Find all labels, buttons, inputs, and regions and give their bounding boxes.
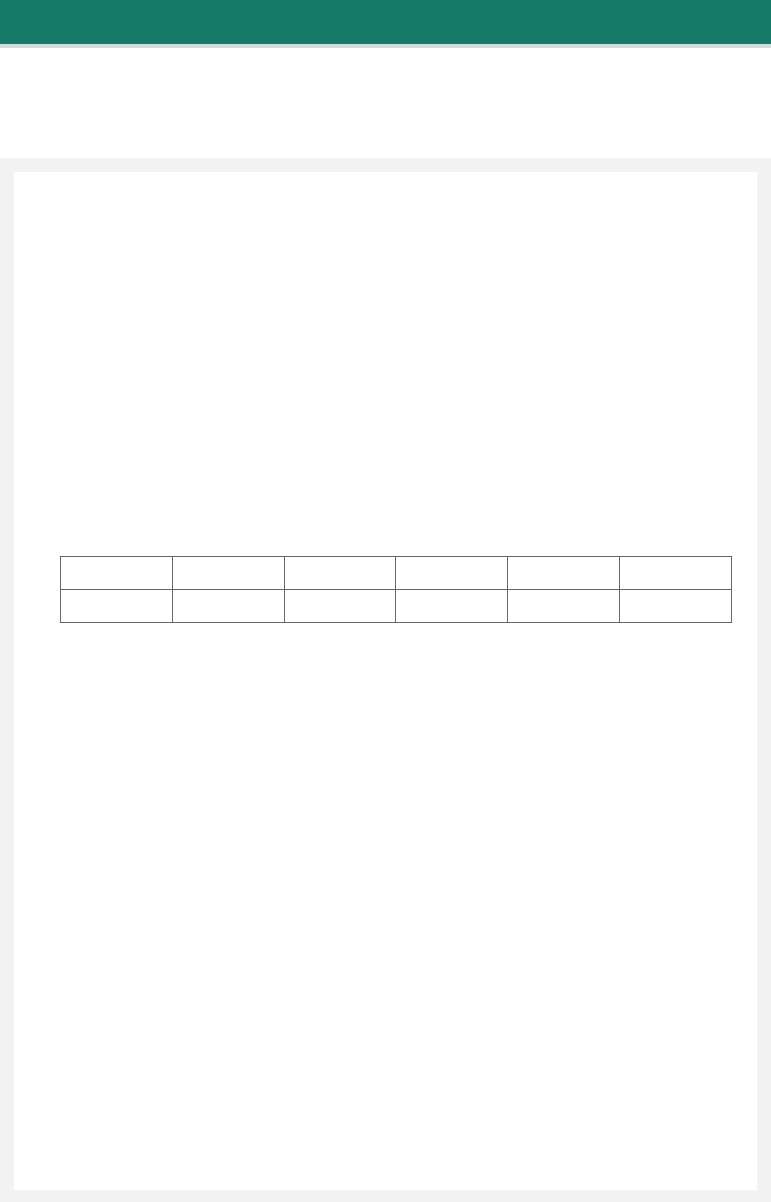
report-title-bar: [0, 0, 771, 48]
variation-table: [60, 556, 732, 623]
td-zygosity: [508, 590, 620, 623]
table-row: [61, 590, 732, 623]
patient-info-header: [0, 48, 771, 158]
scanned-report: [14, 172, 757, 1190]
th-nucleotide: [284, 557, 396, 590]
td-nucleotide: [284, 590, 396, 623]
td-rs: [620, 590, 732, 623]
th-rs: [620, 557, 732, 590]
td-type: [61, 590, 173, 623]
td-amino: [396, 590, 508, 623]
th-zygosity: [508, 557, 620, 590]
td-exon: [172, 590, 284, 623]
chromatogram: [142, 484, 632, 556]
th-exon: [172, 557, 284, 590]
table-header-row: [61, 557, 732, 590]
th-amino: [396, 557, 508, 590]
th-type: [61, 557, 173, 590]
